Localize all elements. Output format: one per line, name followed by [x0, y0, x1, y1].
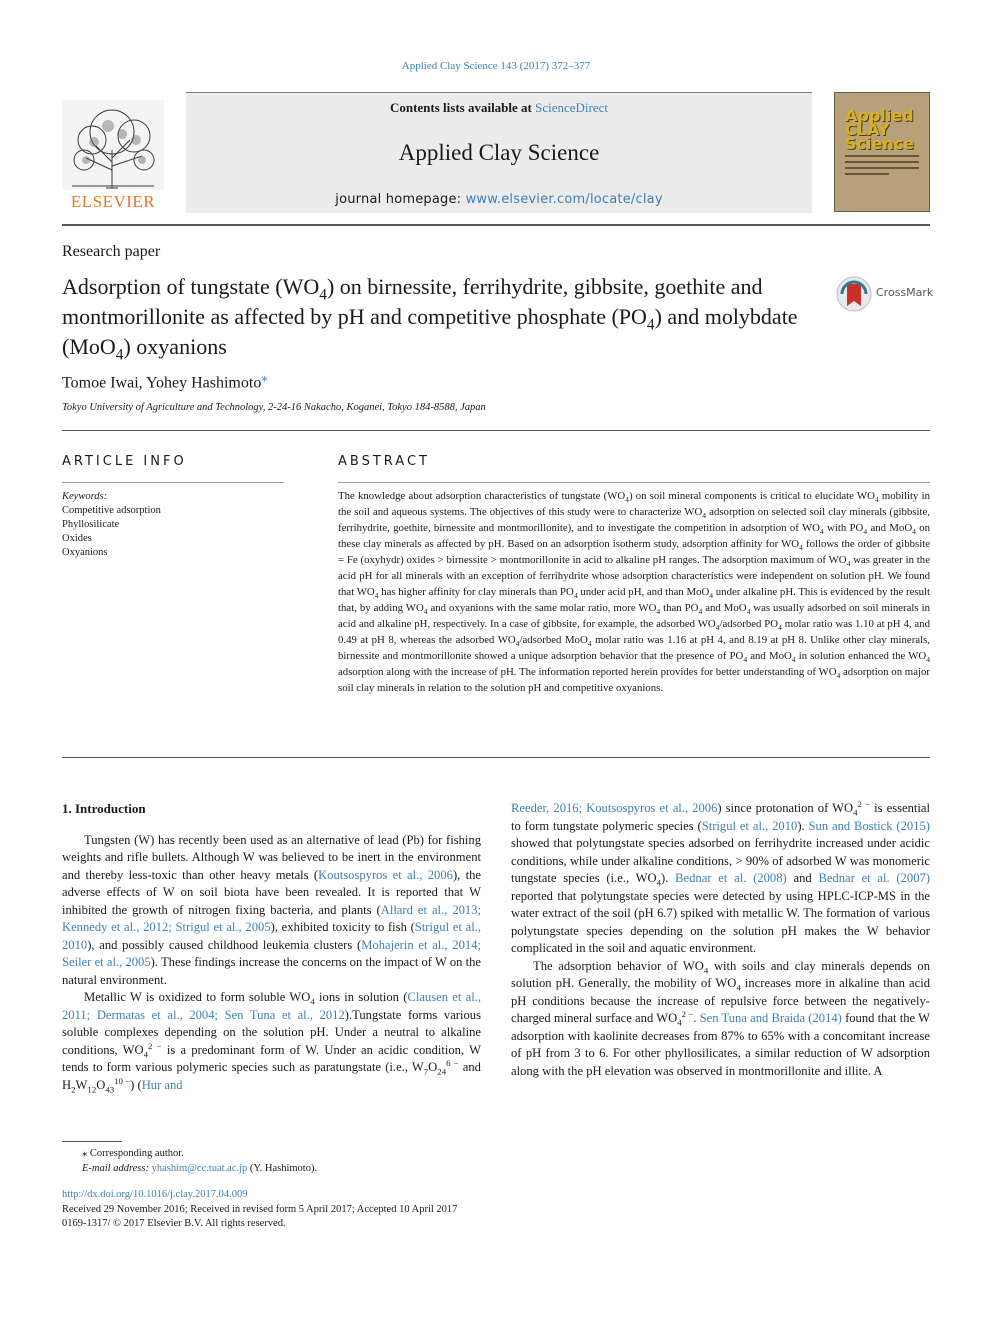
sciencedirect-link[interactable]: ScienceDirect	[535, 100, 609, 115]
keywords-block	[62, 490, 284, 560]
elsevier-logo[interactable]	[62, 100, 164, 212]
cover-decoration	[845, 155, 919, 179]
journal-homepage: journal homepage: www.elsevier.com/locate/clay	[335, 192, 663, 207]
article-type: Research paper	[62, 243, 161, 260]
paragraph: The adsorption behavior of $WO_4$ with soils and clay minerals depends on solution pH. Generally, the mobility of $WO_4$ increases more in alkaline than acid pH conditions because the increase of repulsive force between the negatively-charged mineral surface and $WO_4^{2 -}$. Sen Tuna and Braida (2014) found that the W adsorption with kaolinite decreases from 87% to 65% with a concomitant increase of pH from 3 to 6. For other phyllosilicates, a similar reduction of W adsorption along with the pH elevation was observed in montmorillonite and illite. A	[511, 958, 931, 1078]
abstract-divider	[62, 757, 930, 758]
abstract-heading: ABSTRACT	[338, 454, 430, 469]
keyword-item: Competitive adsorption	[62, 505, 161, 516]
elsevier-wordmark: ELSEVIER	[70, 192, 156, 211]
paragraph: Metallic W is oxidized to form soluble $WO_4$ ions in solution (Clausen et al., 2011; Dermatas et al., 2004; Sen Tuna et al., 2012).Tungstate forms various soluble complexes depending on the solution pH. Under a neutral to alkaline conditions, $WO_4^{2 -}$ is a predominant form of W. Under an acidic condition, W tends to form various polymeric species such as paratungstate (i.e., $W_7O_{24}^{6 -}$ and $H_2W_{12}O_{43}^{10 -}$) (Hur and	[62, 990, 481, 1095]
crossmark-label: CrossMark	[876, 286, 934, 299]
body-column-left	[62, 800, 481, 1094]
keywords-label: Keywords:	[62, 491, 108, 502]
paragraph: Tungsten (W) has recently been used as an alternative of lead (Pb) for fishing weights and rifle bullets. Although W was believed to be inert in the environment and thereby less-toxic than other heavy metals (Koutsospyros et al., 2006), the adverse effects of W on soil biota have been revealed. It is reported that W inhibited the growth of nitrogen fixing bacteria, and plants (Allard et al., 2013; Kennedy et al., 2012; Strigul et al., 2005), exhibited toxicity to fish (Strigul et al., 2010), and possibly caused childhood leukemia clusters (Mohajerin et al., 2014; Seiler et al., 2005). These findings increase the concerns on the impact of W on the natural environment.	[62, 832, 482, 987]
header-divider	[62, 224, 930, 226]
article-info-rule	[62, 482, 284, 483]
article-title: Adsorption of tungstate $(WO_4)$ on birnessite, ferrihydrite, gibbsite, goethite and montmorillonite as affected by pH and competitive phosphate $(PO_4)$ and molybdate (MoO$_4$) oxyanions	[62, 274, 798, 364]
affiliation: Tokyo University of Agriculture and Technology, 2-24-16 Nakacho, Koganei, Tokyo 184-8588, Japan	[62, 402, 486, 413]
crossmark-icon	[836, 276, 872, 312]
crossmark-badge[interactable]	[836, 276, 934, 312]
affiliation-divider	[62, 430, 930, 431]
abstract-text: The knowledge about adsorption characteristics of tungstate $(WO_4)$ on soil mineral components is critical to elucidate $WO_4$ mobility in the soil and aqueous systems. The objectives of this study were to characterize $WO_4$ adsorption on selected soil clay minerals (gibbsite, ferrihydrite, goethite, birnessite and montmorillonite), and to investigate the competition in adsorption of $WO_4$ with $PO_4$ and MoO$_4$ on these clay minerals as affected by pH. Based on an adsorption isotherm study, adsorption affinity for $WO_4$ follows the order of gibbsite = Fe (oxyhydr) oxides > birnessite > montmorillonite in acid to alkaline pH ranges. The adsorption maximum of $WO_4$ was greater in the acid pH for all minerals with an exception of ferrihydrite whose adsorption characteristics were independent on solution pH. We found that $WO_4$ has higher affinity for clay minerals than $PO_4$ under acid pH, and than MoO$_4$ under alkaline pH. This is evidenced by the result that, by adding $WO_4$ and oxyanions with the same molar ratio, more $WO_4$ than $PO_4$ and MoO$_4$ was usually adsorbed on soil minerals in acid and alkaline pH, respectively. In a case of gibbsite, for example, the adsorbed $WO_4$/adsorbed $PO_4$ molar ratio was 1.10 at pH 4, and 0.49 at pH 8, whereas the adsorbed $WO_4$/adsorbed MoO$_4$ molar ratio was 1.16 at pH 4, and 8.19 at pH 8. Unlike other clay minerals, birnessite and montmorillonite showed a unique adsorption behavior that the presence of $PO_4$ and MoO$_4$ in solution enhanced the $WO_4$ adsorption along with the increase of pH. The information reported herein provides for better understanding of $WO_4$ adsorption on major soil clay minerals in relation to the solution pH and competitive oxyanions.	[338, 490, 931, 694]
corresponding-author-note: Corresponding author.	[89, 1148, 184, 1159]
article-metadata	[62, 1188, 457, 1232]
contents-line: Contents lists available at ScienceDirect	[389, 100, 609, 115]
footnote: ⁎ Corresponding author. E-mail address: yhashim@cc.tuat.ac.jp (Y. Hashimoto).	[82, 1148, 318, 1174]
body-column-right	[511, 800, 930, 1080]
email-label: E-mail address:	[82, 1163, 152, 1174]
journal-citation[interactable]: Applied Clay Science 143 (2017) 372–377	[401, 60, 591, 72]
journal-title: Applied Clay Science	[398, 140, 600, 165]
abstract-rule	[338, 482, 930, 483]
keyword-item: Oxides	[62, 533, 92, 544]
keyword-item: Oxyanions	[62, 547, 108, 558]
article-info-heading: ARTICLE INFO	[62, 454, 187, 469]
keyword-item: Phyllosilicate	[62, 519, 120, 530]
corresponding-author-mark[interactable]: ⁎	[261, 370, 268, 384]
cover-title: Applied CLAY Science	[845, 106, 915, 153]
author-list: Tomoe Iwai, Yohey Hashimoto⁎	[62, 370, 268, 392]
copyright: 0169-1317/ © 2017 Elsevier B.V. All rights reserved.	[62, 1218, 286, 1229]
email-link[interactable]: yhashim@cc.tuat.ac.jp	[151, 1163, 248, 1174]
article-dates: Received 29 November 2016; Received in revised form 5 April 2017; Accepted 10 April 2017	[62, 1203, 458, 1215]
introduction-heading: 1. Introduction	[62, 801, 146, 816]
homepage-link[interactable]: www.elsevier.com/locate/clay	[465, 192, 663, 207]
doi-link[interactable]: http://dx.doi.org/10.1016/j.clay.2017.04.009	[62, 1189, 248, 1200]
journal-cover-thumbnail[interactable]	[834, 92, 930, 212]
footnote-mark: ⁎	[82, 1148, 88, 1159]
paragraph: Reeder, 2016; Koutsospyros et al., 2006) since protonation of $WO_4^{2 -}$ is essential to form tungstate polymeric species (Strigul et al., 2010). Sun and Bostick (2015) showed that polytungstate species adsorbed on ferrihydrite increased under acidic conditions, while under alkaline conditions, > 90% of adsorbed W was monomeric tungstate species (i.e., $WO_4$). Bednar et al. (2008) and Bednar et al. (2007) reported that polytungstate species were detected by using HPLC-ICP-MS in the water extract of the soil (pH 6.7) spiked with metallic W. The formation of various polytungstate species depending on the solution pH makes the W behavior complicated in the soil and aquatic environment.	[511, 798, 931, 955]
footnote-rule	[62, 1141, 122, 1142]
